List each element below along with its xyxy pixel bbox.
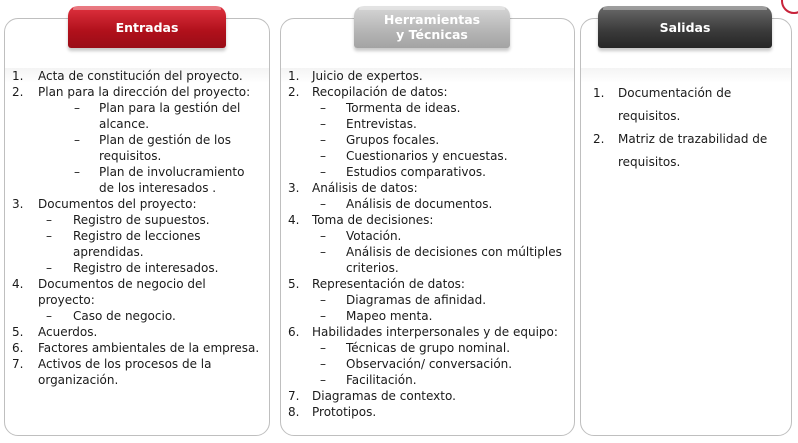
sub-item-text: Grupos focales. xyxy=(346,133,440,147)
dash-bullet: – xyxy=(46,261,52,275)
sub-list-item xyxy=(312,196,573,212)
tools-header-tab xyxy=(354,6,510,48)
dash-bullet: – xyxy=(320,133,326,147)
sub-item-text: Registro de interesados. xyxy=(73,261,219,275)
item-text: Acuerdos. xyxy=(38,325,98,339)
item-number: 5. xyxy=(12,325,24,339)
sub-list-item xyxy=(312,116,573,132)
list-item xyxy=(593,128,788,174)
item-number: 1. xyxy=(288,69,300,83)
sub-list-item xyxy=(38,228,260,260)
item-text: Diagramas de contexto. xyxy=(312,389,456,403)
list-item xyxy=(288,276,573,324)
tab-highlight xyxy=(359,6,505,10)
sub-list-item xyxy=(312,372,573,388)
sub-item-text: Plan de involucramiento de los interesados . xyxy=(99,165,245,195)
sub-item-text: Registro de lecciones aprendidas. xyxy=(73,229,201,259)
list-item xyxy=(288,404,573,420)
item-text: Acta de constitución del proyecto. xyxy=(38,69,243,83)
dash-bullet: – xyxy=(74,165,80,179)
list-item xyxy=(288,324,573,388)
sub-list-item xyxy=(38,100,260,132)
inputs-list xyxy=(12,68,260,388)
panel-separator xyxy=(581,68,791,83)
sub-list-item xyxy=(38,260,260,276)
dash-bullet: – xyxy=(320,293,326,307)
sub-item-text: Mapeo menta. xyxy=(346,309,433,323)
list-item xyxy=(288,212,573,276)
dash-bullet: – xyxy=(320,229,326,243)
dash-bullet: – xyxy=(320,165,326,179)
item-text: Factores ambientales de la empresa. xyxy=(38,341,260,355)
sub-item-text: Plan de gestión de los requisitos. xyxy=(99,133,231,163)
item-number: 8. xyxy=(288,405,300,419)
tools-title-line2: y Técnicas xyxy=(396,27,468,42)
sub-list xyxy=(38,308,260,324)
dash-bullet: – xyxy=(74,133,80,147)
item-number: 4. xyxy=(288,213,300,227)
sub-item-text: Estudios comparativos. xyxy=(346,165,486,179)
sub-item-text: Entrevistas. xyxy=(346,117,417,131)
item-text: Análisis de datos: xyxy=(312,181,418,195)
sub-list-item xyxy=(312,132,573,148)
list-item xyxy=(12,196,260,276)
inputs-title: Entradas xyxy=(115,19,179,35)
item-text: Documentos del proyecto: xyxy=(38,197,197,211)
sub-list xyxy=(38,100,260,196)
sub-item-text: Tormenta de ideas. xyxy=(346,101,461,115)
sub-list-item xyxy=(38,164,260,196)
sub-list-item xyxy=(38,308,260,324)
sub-list-item xyxy=(312,356,573,372)
list-item xyxy=(288,180,573,212)
item-text: Plan para la dirección del proyecto: xyxy=(38,85,251,99)
item-text: Habilidades interpersonales y de equipo: xyxy=(312,325,558,339)
sub-list-item xyxy=(312,244,573,276)
item-number: 2. xyxy=(593,132,605,146)
tab-highlight xyxy=(603,6,767,10)
sub-item-text: Análisis de decisiones con múltiples criterios. xyxy=(346,245,562,275)
sub-list-item xyxy=(38,212,260,228)
sub-list xyxy=(312,292,573,324)
tools-title-line1: Herramientas xyxy=(383,12,481,27)
outputs-panel xyxy=(580,18,792,436)
sub-item-text: Técnicas de grupo nominal. xyxy=(346,341,511,355)
tools-list xyxy=(288,68,573,420)
item-text: Matriz de trazabilidad de requisitos. xyxy=(618,132,768,169)
dash-bullet: – xyxy=(320,341,326,355)
sub-item-text: Registro de supuestos. xyxy=(73,213,210,227)
sub-list-item xyxy=(38,132,260,164)
item-text: Toma de decisiones: xyxy=(312,213,434,227)
dash-bullet: – xyxy=(320,101,326,115)
sub-item-text: Facilitación. xyxy=(346,373,417,387)
sub-list xyxy=(312,340,573,388)
dash-bullet: – xyxy=(320,245,326,259)
outputs-list xyxy=(593,82,788,174)
item-number: 3. xyxy=(288,181,300,195)
item-text: Representación de datos: xyxy=(312,277,465,291)
sub-list xyxy=(312,228,573,276)
item-number: 6. xyxy=(12,341,24,355)
sub-list xyxy=(312,100,573,180)
outputs-header-tab xyxy=(598,6,772,48)
item-text: Recopilación de datos: xyxy=(312,85,448,99)
dash-bullet: – xyxy=(46,229,52,243)
item-number: 6. xyxy=(288,325,300,339)
dash-bullet: – xyxy=(74,101,80,115)
sub-list-item xyxy=(312,228,573,244)
list-item xyxy=(288,84,573,180)
inputs-header-tab xyxy=(68,6,226,48)
item-text: Documentación de requisitos. xyxy=(618,86,732,123)
list-item xyxy=(12,356,260,388)
sub-list-item xyxy=(312,164,573,180)
sub-item-text: Análisis de documentos. xyxy=(346,197,493,211)
sub-list-item xyxy=(312,340,573,356)
item-number: 2. xyxy=(288,85,300,99)
sub-item-text: Cuestionarios y encuestas. xyxy=(346,149,508,163)
list-item xyxy=(593,82,788,128)
sub-list-item xyxy=(312,308,573,324)
dash-bullet: – xyxy=(46,213,52,227)
sub-item-text: Diagramas de afinidad. xyxy=(346,293,487,307)
item-number: 3. xyxy=(12,197,24,211)
sub-list xyxy=(38,212,260,276)
item-number: 1. xyxy=(593,86,605,100)
item-text: Activos de los procesos de la organización. xyxy=(38,357,212,387)
sub-list-item xyxy=(312,100,573,116)
dash-bullet: – xyxy=(46,309,52,323)
item-text: Prototipos. xyxy=(312,405,377,419)
item-number: 4. xyxy=(12,277,24,291)
list-item xyxy=(12,340,260,356)
sub-item-text: Observación/ conversación. xyxy=(346,357,513,371)
dash-bullet: – xyxy=(320,309,326,323)
dash-bullet: – xyxy=(320,373,326,387)
dash-bullet: – xyxy=(320,117,326,131)
dash-bullet: – xyxy=(320,197,326,211)
item-number: 5. xyxy=(288,277,300,291)
sub-item-text: Caso de negocio. xyxy=(73,309,176,323)
tab-highlight xyxy=(73,6,221,10)
tools-title xyxy=(384,12,480,42)
item-text: Juicio de expertos. xyxy=(312,69,423,83)
dash-bullet: – xyxy=(320,357,326,371)
outputs-title: Salidas xyxy=(659,19,711,35)
item-text: Documentos de negocio del proyecto: xyxy=(38,277,206,307)
list-item xyxy=(12,84,260,196)
item-number: 2. xyxy=(12,85,24,99)
sub-list-item xyxy=(312,148,573,164)
sub-list xyxy=(312,196,573,212)
dash-bullet: – xyxy=(320,149,326,163)
sub-item-text: Votación. xyxy=(346,229,402,243)
list-item xyxy=(12,324,260,340)
item-number: 1. xyxy=(12,69,24,83)
list-item xyxy=(288,68,573,84)
item-number: 7. xyxy=(12,357,24,371)
list-item xyxy=(288,388,573,404)
sub-item-text: Plan para la gestión del alcance. xyxy=(99,101,241,131)
corner-circle-decoration xyxy=(781,0,798,14)
sub-list-item xyxy=(312,292,573,308)
item-number: 7. xyxy=(288,389,300,403)
list-item xyxy=(12,68,260,84)
list-item xyxy=(12,276,260,324)
